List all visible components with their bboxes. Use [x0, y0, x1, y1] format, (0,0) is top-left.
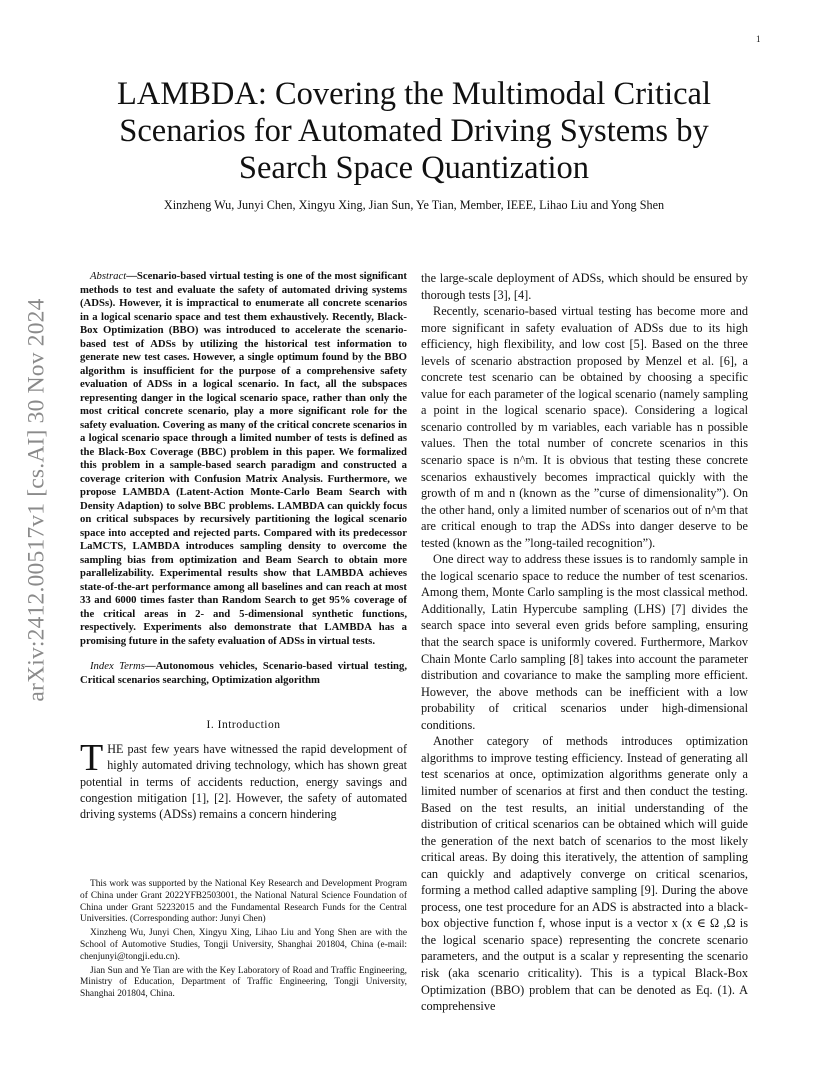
index-terms-label: Index Terms	[90, 660, 145, 672]
body-paragraph: Another category of methods introduces optimization algorithms to improve testing efficiency. Instead of generating all test scenarios at once, optimization algorithms generate only a limited number of scenarios at first and then conduct the testing. Based on the test results, an initial understanding of the distribution of critical scenarios can be obtained which will guide the generation of the next batch of scenarios to the most likely critical areas. By doing this iteratively, the attention of sampling can quickly and adaptively converge on critical scenarios, forming a method called adaptive sampling [9]. During the above process, one test procedure for an ADS is abstracted into a black-box objective function f, whose input is a vector x (x ∈ Ω ,Ω is the logical scenario space) representing the concrete scenario parameters, and the output is a scalar y representing the scenario risk (aka scenario criticality). This is a typical Black-Box Optimization (BBO) problem that can be denoted as Eq. (1). A comprehensive	[421, 734, 748, 1014]
abstract-text: Scenario-based virtual testing is one of the most significant methods to test and evaluate the safety of automated driving systems (ADSs). However, it is impractical to enumerate all concrete scenarios in a logical scenario space and test them exhaustively. Recently, Black-Box Optimization (BBO) was introduced to accelerate the scenario-based test of ADSs by utilizing the historical test information to generate new test cases. However, a single optimum found by the BBO algorithm is insufficient for the purpose of a comprehensive safety evaluation of ADSs in a logical scenario. In fact, all the subspaces representing danger in the logical scenario space, rather than only the most critical concrete scenario, play a more significant role for the safety evaluation. Covering as many of the critical concrete scenarios in a logical scenario space through a limited number of tests is defined as the Black-Box Coverage (BBC) problem in this paper. We formalized this problem in a sample-based search paradigm and constructed a coverage criterion with Confusion Matrix Analysis. Furthermore, we propose LAMBDA (Latent-Action Monte-Carlo Beam Search with Density Adaption) to solve BBC problems. LAMBDA can quickly focus on critical subspaces by recursively partitioning the logical scenario space into accepted and rejected parts. Compared with its predecessor LaMCTS, LAMBDA introduces sampling density to overcome the sampling bias from optimization and Beam Search to obtain more parallelizability. Experimental results show that LAMBDA achieves state-of-the-art performance among all baselines and can reach at most 33 and 6000 times faster than Random Search to get 95% coverage of the critical areas in 2- and 5-dimensional synthetic functions, respectively. Experiments also demonstrate that LAMBDA has a promising future in the safety evaluation of ADSs in virtual tests.	[80, 270, 407, 647]
intro-text: HE past few years have witnessed the rapid development of highly automated driving technology, which has shown great potential in terms of accidents reduction, energy savings and congestion mitigation [1], [2]. However, the safety of automated driving systems (ADSs) remains a concern hindering	[80, 742, 407, 822]
body-paragraph: One direct way to address these issues is to randomly sample in the logical scenario space to reduce the number of test scenarios. Among them, Monte Carlo sampling is the most classical method. Additionally, Latin Hypercube sampling (LHS) [7] divides the search space into several even grids before sampling, ensuring that the search space is uniformly covered. Furthermore, Markov Chain Monte Carlo sampling [8] takes into account the parameter distribution and covariance to make the sampling more efficient. However, the above methods can be inefficient with a low probability of critical scenarios under high-dimensional conditions.	[421, 552, 748, 732]
paper-title: LAMBDA: Covering the Multimodal Critical Scenarios for Automated Driving Systems by Search Space Quantization	[117, 76, 711, 186]
arxiv-stamp-text: arXiv:2412.00517v1 [cs.AI] 30 Nov 2024	[23, 298, 50, 702]
index-terms-dash: —	[144, 660, 156, 672]
page-number: 1	[756, 34, 761, 44]
abstract	[80, 270, 407, 648]
abstract-label: Abstract	[90, 270, 127, 282]
drop-cap: T	[80, 737, 104, 780]
left-column	[80, 270, 407, 822]
intro-paragraph	[80, 737, 407, 822]
footnote-affiliation-traffic-engineering: Jian Sun and Ye Tian are with the Key Laboratory of Road and Traffic Engineering, Ministry of Education, Department of Traffic Engineering, Tongji University, Shanghai 201804, China.	[80, 965, 407, 1000]
footnote-funding: This work was supported by the National Key Research and Development Program of China under Grant 2022YFB2503001, the National Natural Science Foundation of China under Grant 52232015 and the Fundamental Research Funds for the Central Universities. (Corresponding author: Junyi Chen)	[80, 879, 407, 925]
section-heading: I. Introduction	[206, 719, 281, 731]
right-column	[421, 270, 748, 1015]
abstract-dash: —	[126, 270, 137, 282]
author-list: Xinzheng Wu, Junyi Chen, Xingyu Xing, Jian Sun, Ye Tian, Member, IEEE, Lihao Liu and Yong Shen	[163, 198, 665, 212]
body-paragraph: Recently, scenario-based virtual testing has become more and more significant in safety evaluation of ADSs due to its high efficiency, high flexibility, and low cost [5]. Based on the three levels of scenario abstraction proposed by Menzel et al. [6], a concrete test scenario can be obtained by choosing a specific value for each parameter of the logical scenario (namely sampling a point in the logical scenario space). Considering a logical scenario controlled by m variables, each variable has n possible values. Then the total number of concrete scenarios in this scenario space is n^m. It is obvious that testing these concrete scenarios exhaustively becomes impractical quickly with the growth of m and n (known as the ”curse of dimensionality”). On the other hand, only a limited number of scenarios out of n^m that are critical enough to trap the ADSs into danger deserve to be tested (known as the ”long-tailed recognition”).	[421, 304, 748, 550]
index-terms-text: Autonomous vehicles, Scenario-based virtual testing, Critical scenarios searching, Optimization algorithm	[80, 660, 407, 686]
footnote-affiliation-tongji-automotive: Xinzheng Wu, Junyi Chen, Xingyu Xing, Lihao Liu and Yong Shen are with the School of Automotive Studies, Tongji University, Shanghai 201804, China (e-mail: chenjunyi@tongji.edu.cn).	[80, 928, 407, 962]
footnotes	[80, 879, 407, 1003]
index-terms	[80, 660, 407, 687]
body-paragraph: the large-scale deployment of ADSs, which should be ensured by thorough tests [3], [4].	[421, 271, 748, 302]
